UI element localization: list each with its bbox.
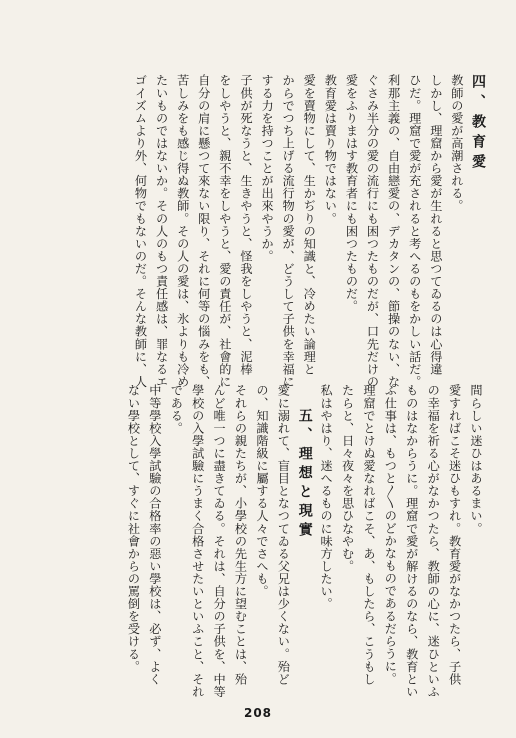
text-line: ぐさみ半分の愛の流行にも困つたものだが、口先だけの: [365, 74, 380, 388]
text-line: 苦しみをも感じ得ぬ教師。その人の愛は、氷よりも冷め: [175, 74, 190, 388]
text-line: 愛すればこそ迷ひもすれ。教育愛がなかつたら、子供: [447, 384, 462, 686]
text-line: ない學校として、すぐに社會からの罵倒を受ける。: [126, 384, 141, 673]
text-line: 子供が死なうと、生きやうと、怪我をしやうと、泥棒: [238, 74, 253, 376]
text-line: 學校の入學試驗にうまく合格させたいといふこと、それ: [190, 384, 205, 698]
text-line: 愛を賣物にして、生かぢりの知識と、冷めたい論理と: [302, 74, 317, 376]
text-line: 教育愛は賣り物ではない。: [323, 74, 338, 225]
text-line: 私はやはり、迷へるものに味方したい。: [319, 384, 334, 610]
text-line: ゴイズムより外、何物でもないのだ。そんな教師に、人: [133, 74, 148, 388]
text-line: の、知識階級に屬する人々でさへも。: [254, 384, 269, 598]
text-line: ものはなからうに。理窟で愛が解けるのなら、教育とい: [404, 384, 419, 698]
text-line: 愛に溺れて、盲目となつてゐる父兄は少くない。殆ど: [276, 384, 291, 686]
text-line: たいものではないか。その人のもつ責任感は、罪なるエ: [154, 74, 169, 388]
text-line: それらの親たちが、小學校の先生方に望むことは、殆: [233, 384, 248, 686]
text-line: 愛をふりまはす教育者にも困つたものだ。: [344, 74, 359, 313]
text-line: しかし、理窟から愛が生れると思つてゐるのは心得違: [428, 74, 443, 376]
text-line: 間らしい迷ひはあるまい。: [469, 384, 483, 535]
text-line: する力を持つことが出來やうか。: [260, 74, 275, 263]
text-line: 利那主義の、自由戀愛の、デカタンの、節操のない、な: [386, 74, 401, 388]
section-five: [122, 384, 486, 698]
page-number: 208: [243, 706, 273, 720]
text-line: ひだ。理窟で愛が充されると考へるのもをかしい話だ。: [407, 74, 422, 388]
text-line: 中等學校入學試驗の合格率の惡い學校は、必ず、よく: [147, 384, 162, 686]
text-line: である。: [169, 384, 184, 435]
section-heading-ideals-reality: 五、理想と現實: [296, 408, 313, 541]
text-line: 教師の愛が高潮される。: [449, 74, 464, 213]
section-heading-education-love: 四、教育愛: [470, 74, 486, 174]
text-line: んど唯一つに盡きてゐる。それは、自分の子供を、中等: [212, 384, 227, 698]
text-line: 理窟でとけぬ愛なればこそ、あ、もしたら、こうもし: [361, 384, 376, 686]
text-line: をしやうと、親不幸をしやうと、愛の責任が、社會的に: [217, 74, 232, 388]
text-line: からでつち上げる流行物の愛が、どうして子供を幸福に: [281, 74, 296, 388]
text-line: の幸福を祈る心がなかつたら、教師の心に、迷ひといふ: [426, 384, 441, 698]
text-line: ふ仕事は、もつと〳〵のどかなものであるだらうに。: [383, 384, 398, 685]
text-line: 自分の肩に懸つて來ない限り、それに何等の惱みをも、: [196, 74, 211, 388]
section-four: [129, 74, 488, 388]
text-line: たらと、日々夜々を思ひなやむ。: [340, 384, 355, 573]
